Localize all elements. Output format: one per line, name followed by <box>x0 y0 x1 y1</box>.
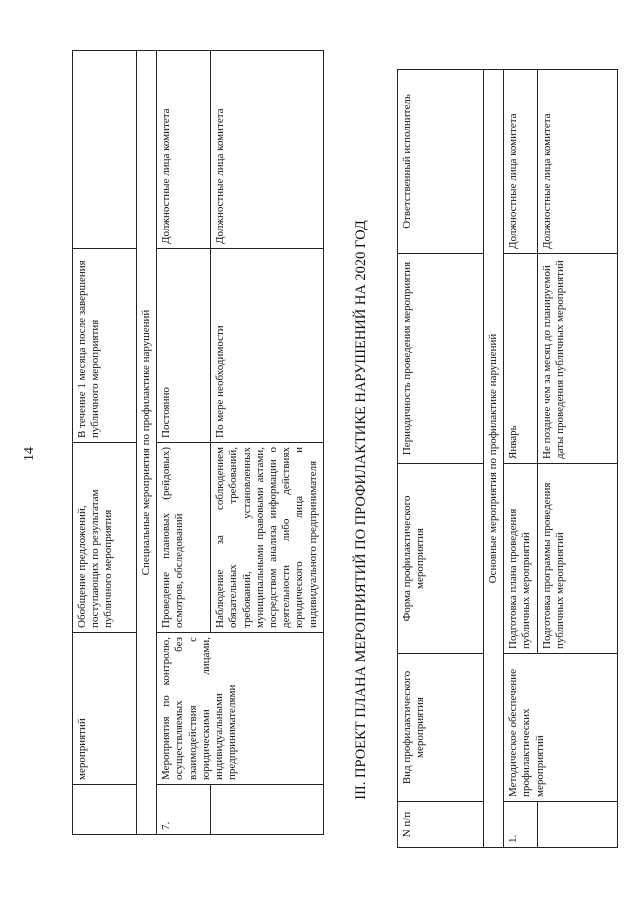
header-type: Вид профилактического мероприятия <box>398 654 484 802</box>
cell-type: мероприятий <box>73 633 137 785</box>
top-table-container <box>72 50 324 835</box>
cell-period: Январь <box>504 254 537 464</box>
table-subheading-row <box>137 51 157 835</box>
cell-period: Постоянно <box>157 249 211 443</box>
header-form: Форма профилактического мероприятия <box>398 464 484 654</box>
cell-responsible <box>73 51 137 249</box>
section-title: III. ПРОЕКТ ПЛАНА МЕРОПРИЯТИЙ ПО ПРОФИЛАКТИКЕ НАРУШЕНИЙ НА 2020 ГОД <box>353 220 369 800</box>
table-row <box>73 51 137 835</box>
cell-num <box>211 785 324 835</box>
cell-num <box>73 785 137 835</box>
cell-form: Проведение плановых (рейдовых) осмотров, обследований <box>157 443 211 633</box>
header-num: N п/п <box>398 802 484 848</box>
bottom-table <box>397 69 618 848</box>
table-row <box>504 70 537 848</box>
header-responsible: Ответственный исполнитель <box>398 70 484 254</box>
cell-type: Мероприятия по контролю, осуществляемых без взаимодействия с юридическими лицами, индивидуальными предпринимателями <box>157 633 324 785</box>
cell-responsible: Должностные лица комитета <box>537 70 617 254</box>
table-subheading-row <box>484 70 504 848</box>
header-period: Периодичность проведения мероприятия <box>398 254 484 464</box>
table-subheading: Основные мероприятия по профилактике нарушений <box>484 70 504 848</box>
bottom-table-container <box>397 69 618 848</box>
cell-responsible: Должностные лица комитета <box>504 70 537 254</box>
cell-form: Подготовка плана проведения публичных мероприятий <box>504 464 537 654</box>
cell-num: 1. <box>504 802 537 848</box>
table-subheading: Специальные мероприятия по профилактике нарушений <box>137 51 157 835</box>
cell-type: Методическое обеспечение профилактических мероприятий <box>504 654 617 802</box>
top-table <box>72 50 324 835</box>
cell-period: В течение 1 месяца после завершения публичного мероприятия <box>73 249 137 443</box>
page-number: 14 <box>22 447 37 461</box>
cell-form: Подготовка программы проведения публичных мероприятий <box>537 464 617 654</box>
cell-responsible: Должностные лица комитета <box>157 51 211 249</box>
cell-num: 7. <box>157 785 211 835</box>
table-header-row <box>398 70 484 848</box>
table-row <box>157 51 211 835</box>
cell-period: По мере необходимости <box>211 249 324 443</box>
cell-form: Наблюдение за соблюдением обязательных требований, требований, установленных муниципальными правовыми актами, посредством анализа информации о деятельности либо действиях юридического лица и индивидуального предпринимателя <box>211 443 324 633</box>
cell-responsible: Должностные лица комитета <box>211 51 324 249</box>
cell-form: Обобщение предложений, поступающих по результатам публичного мероприятия <box>73 443 137 633</box>
cell-num <box>537 802 617 848</box>
cell-period: Не позднее чем за месяц до планируемой даты проведения публичных мероприятий <box>537 254 617 464</box>
